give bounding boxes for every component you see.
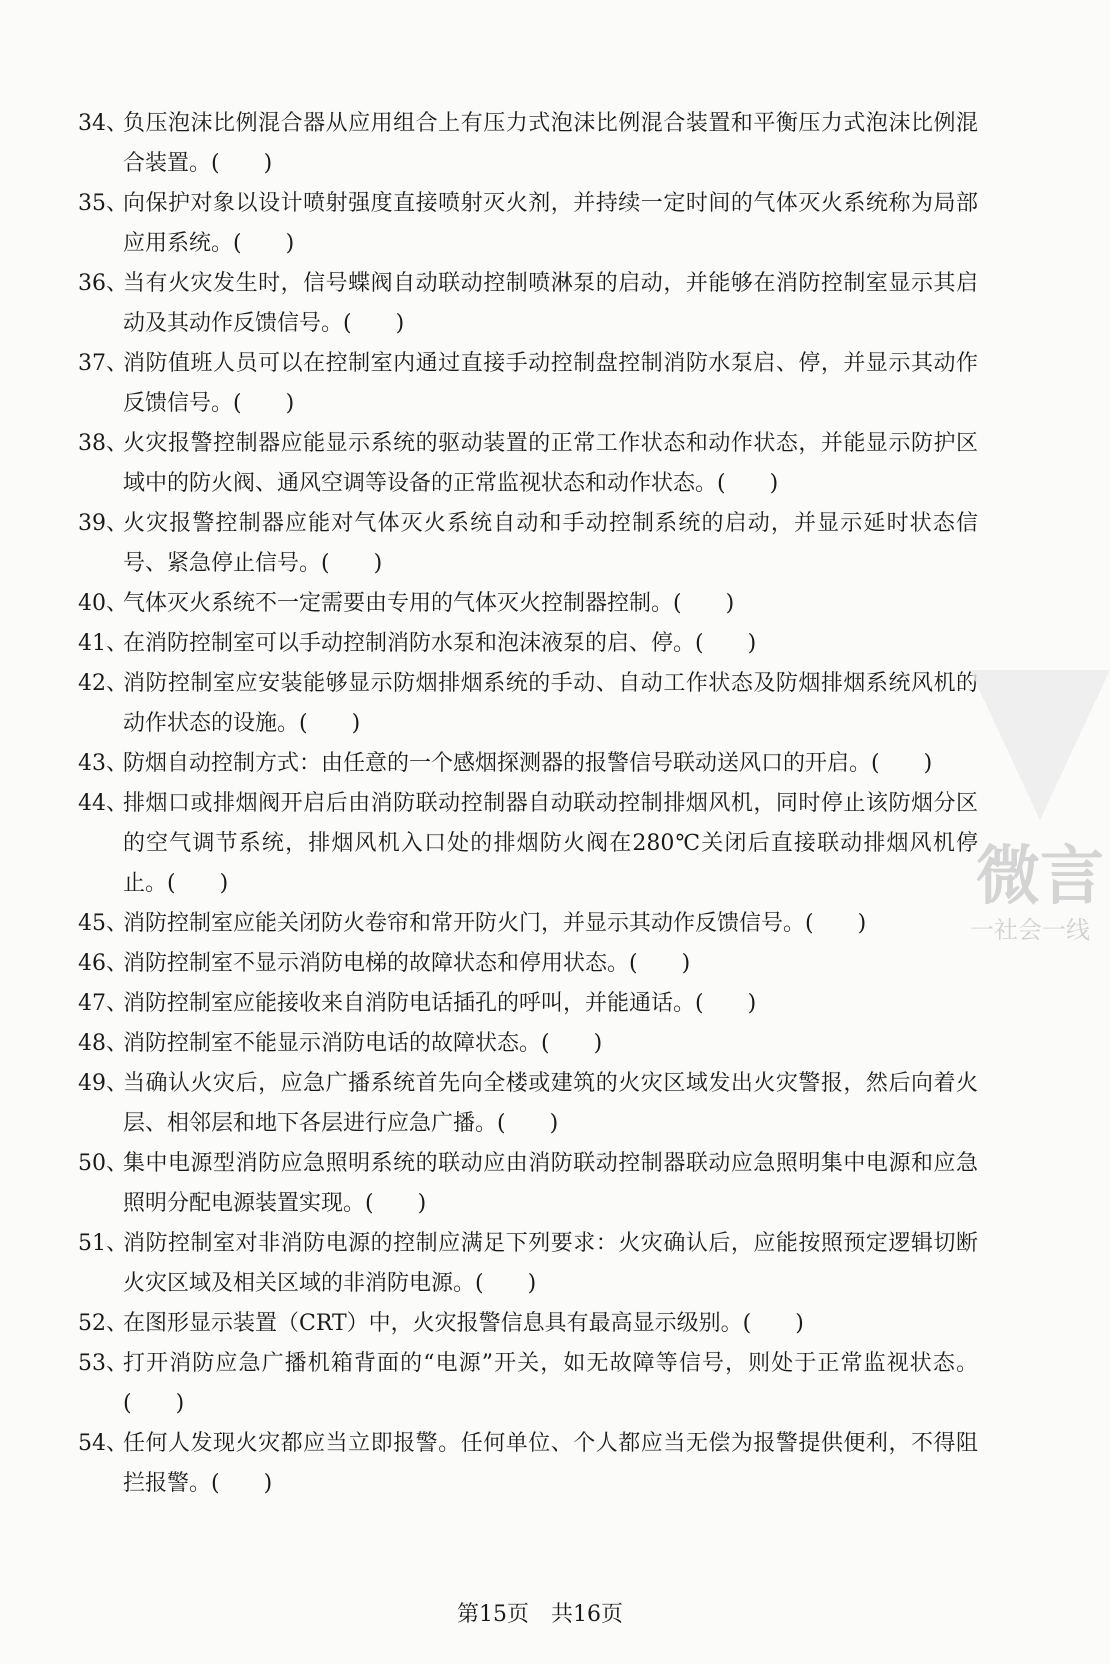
question-item <box>78 344 978 424</box>
question-text: 当有火灾发生时，信号蝶阀自动联动控制喷淋泵的启动，并能够在消防控制室显示其启动及其动作反馈信号。( ) <box>123 271 978 336</box>
watermark-logo-icon <box>970 670 1110 820</box>
question-item <box>78 584 978 624</box>
question-number: 36、 <box>78 271 128 296</box>
question-text: 当确认火灾后，应急广播系统首先向全楼或建筑的火灾区域发出火灾警报，然后向着火层、相邻层和地下各层进行应急广播。( ) <box>123 1071 978 1136</box>
question-item <box>78 784 978 904</box>
question-item <box>78 984 978 1024</box>
question-number: 45、 <box>78 911 128 936</box>
watermark-brand: 微言 <box>976 840 1104 914</box>
question-number: 49、 <box>78 1071 128 1096</box>
question-number: 35、 <box>78 191 128 216</box>
question-item <box>78 744 978 784</box>
watermark-tagline: 一社会一线 <box>970 916 1090 944</box>
question-number: 34、 <box>78 111 128 136</box>
question-number: 54、 <box>78 1431 128 1456</box>
question-item <box>78 1344 978 1424</box>
question-list <box>78 104 978 1504</box>
question-number: 48、 <box>78 1031 128 1056</box>
question-text: 排烟口或排烟阀开启后由消防联动控制器自动联动控制排烟风机，同时停止该防烟分区的空气调节系统，排烟风机入口处的排烟防火阀在280℃关闭后直接联动排烟风机停止。( ) <box>123 791 978 896</box>
watermark <box>970 650 1104 970</box>
question-item <box>78 1144 978 1224</box>
question-text: 火灾报警控制器应能显示系统的驱动装置的正常工作状态和动作状态，并能显示防护区域中的防火阀、通风空调等设备的正常监视状态和动作状态。( ) <box>123 431 978 496</box>
question-text: 消防值班人员可以在控制室内通过直接手动控制盘控制消防水泵启、停，并显示其动作反馈信号。( ) <box>123 351 978 416</box>
question-text: 消防控制室应能接收来自消防电话插孔的呼叫，并能通话。( ) <box>123 991 757 1016</box>
question-number: 47、 <box>78 991 128 1016</box>
question-text: 防烟自动控制方式：由任意的一个感烟探测器的报警信号联动送风口的开启。( ) <box>123 751 933 776</box>
question-text: 火灾报警控制器应能对气体灭火系统自动和手动控制系统的启动，并显示延时状态信号、紧急停止信号。( ) <box>123 511 978 576</box>
question-text: 消防控制室对非消防电源的控制应满足下列要求：火灾确认后，应能按照预定逻辑切断火灾区域及相关区域的非消防电源。( ) <box>123 1231 978 1296</box>
question-text: 气体灭火系统不一定需要由专用的气体灭火控制器控制。( ) <box>123 591 735 616</box>
question-number: 53、 <box>78 1351 128 1376</box>
question-number: 51、 <box>78 1231 128 1256</box>
question-text: 在图形显示装置（CRT）中，火灾报警信息具有最高显示级别。( ) <box>123 1311 804 1336</box>
question-text: 打开消防应急广播机箱背面的“电源”开关，如无故障等信号，则处于正常监视状态。( ) <box>123 1351 978 1416</box>
question-item <box>78 664 978 744</box>
question-number: 44、 <box>78 791 128 816</box>
question-number: 40、 <box>78 591 128 616</box>
question-number: 50、 <box>78 1151 128 1176</box>
question-item <box>78 904 978 944</box>
question-item <box>78 1024 978 1064</box>
question-text: 负压泡沫比例混合器从应用组合上有压力式泡沫比例混合装置和平衡压力式泡沫比例混合装置。( ) <box>123 111 978 176</box>
question-item <box>78 264 978 344</box>
question-text: 向保护对象以设计喷射强度直接喷射灭火剂，并持续一定时间的气体灭火系统称为局部应用系统。( ) <box>123 191 978 256</box>
question-item <box>78 1304 978 1344</box>
question-item <box>78 504 978 584</box>
question-number: 41、 <box>78 631 128 656</box>
question-number: 38、 <box>78 431 128 456</box>
question-number: 43、 <box>78 751 128 776</box>
question-text: 消防控制室不能显示消防电话的故障状态。( ) <box>123 1031 603 1056</box>
question-number: 37、 <box>78 351 128 376</box>
question-item <box>78 1224 978 1304</box>
question-text: 消防控制室应能关闭防火卷帘和常开防火门，并显示其动作反馈信号。( ) <box>123 911 867 936</box>
question-item <box>78 944 978 984</box>
question-number: 52、 <box>78 1311 128 1336</box>
question-item <box>78 424 978 504</box>
question-item <box>78 184 978 264</box>
question-item <box>78 1064 978 1144</box>
question-item <box>78 1424 978 1504</box>
question-number: 46、 <box>78 951 128 976</box>
question-text: 消防控制室应安装能够显示防烟排烟系统的手动、自动工作状态及防烟排烟系统风机的动作状态的设施。( ) <box>123 671 978 736</box>
page-footer: 第15页 共16页 <box>457 1602 623 1627</box>
question-item <box>78 104 978 184</box>
question-number: 39、 <box>78 511 128 536</box>
question-number: 42、 <box>78 671 128 696</box>
question-text: 在消防控制室可以手动控制消防水泵和泡沫液泵的启、停。( ) <box>123 631 757 656</box>
question-text: 任何人发现火灾都应当立即报警。任何单位、个人都应当无偿为报警提供便利，不得阻拦报警。( ) <box>123 1431 978 1496</box>
question-item <box>78 624 978 664</box>
question-text: 消防控制室不显示消防电梯的故障状态和停用状态。( ) <box>123 951 691 976</box>
question-text: 集中电源型消防应急照明系统的联动应由消防联动控制器联动应急照明集中电源和应急照明分配电源装置实现。( ) <box>123 1151 978 1216</box>
